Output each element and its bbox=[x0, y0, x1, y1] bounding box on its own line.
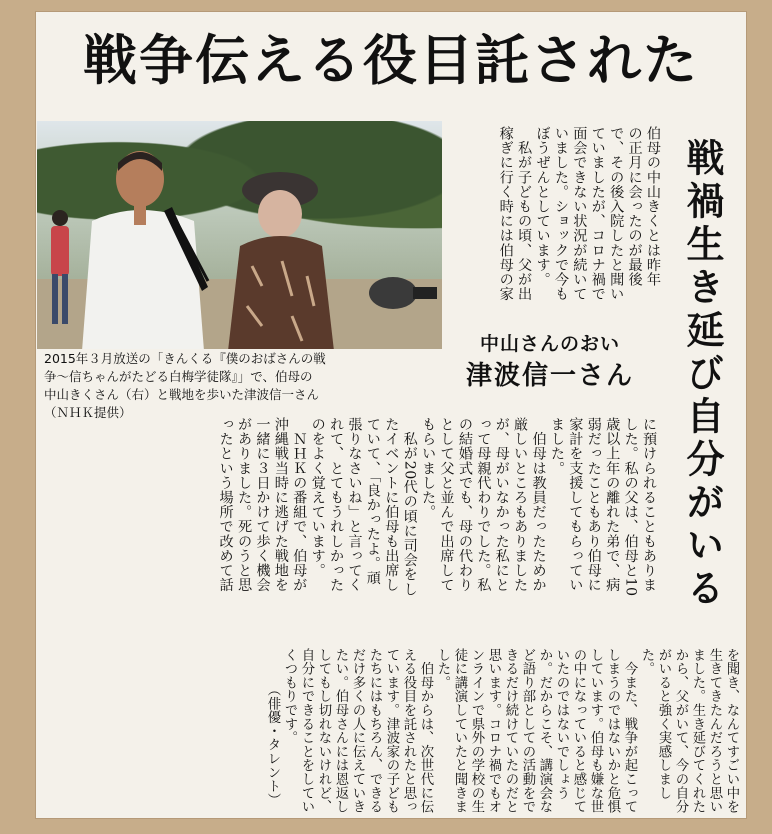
column-top-text: 伯母の中山きくとは昨年 の正月に会ったのが最後 で、その後入院したと聞い ていましたが、コロナ禍で 面会できない状況が続いて いました。ショックで今も ぼうぜんとしています。 私が子どもの頃、父が出 稼ぎに行く時には伯母の家 bbox=[497, 126, 661, 302]
byline-relation-text: 中山さんのおい bbox=[479, 333, 620, 355]
byline bbox=[444, 330, 656, 394]
column-middle-text: に預けられることもありま した。私の父は、伯母と10 歳以上年の離れた弟で、病 弱だったこともあり伯母に 家計を支援してもらってい ました。 伯母は教員だったためか 厳しいところもありました が、母がいなかった私にと って母親代わりでした。私 の結婚式でも、母の代わり として父と並んで出席して もらいました。 私が20代の頃に司会をし たイベントに伯母も出席し ていて、「良かったよ。頑 張りなさいね」と言ってく れて、とてもうれしかった のをよく覚えています。 ＮＨＫの番組で、伯母が 沖縄戦当時に逃げた戦地を 一緒に３日かけて歩く機会 がありました。死のうと思 ったという場所で改めて話 bbox=[217, 417, 657, 597]
woman-figure-icon bbox=[222, 166, 342, 349]
newspaper-clipping bbox=[36, 12, 746, 818]
man-figure-icon bbox=[82, 141, 212, 349]
article-photo bbox=[37, 121, 442, 349]
headline: 戦争伝える役目託された bbox=[83, 29, 699, 92]
caption-line: 中山きくさん（右）と戦地を歩いた津波信一さん bbox=[44, 387, 320, 402]
microphone-icon bbox=[367, 273, 437, 313]
photo-caption bbox=[44, 350, 440, 422]
caption-line: （ＮＨＫ提供） bbox=[44, 405, 132, 420]
byline-name: 津波信一さん bbox=[465, 361, 634, 391]
child-figure-icon bbox=[45, 206, 75, 326]
column-bottom-text: を聞き、なんてすごい中を 生きてきたんだろうと思い ました。生き延びてくれた から、父がいて、今の自分 がいると強く実感しまし た。 今また、戦争が起こって しまうのではないかと危惧 しています。伯母も嫌な世 の中になっていると感じて いたのではないでしょう か。だからこそ、講演会な ど語り部としての活動をで きるだけ続けていたのだと 思います。コロナ禍でもオ ンラインで県外の学校の生 徒に講演していたと聞きま した。 伯母からは、次世代に伝 える役目を託されたと思っ ています。津波家の子ども たちにはもちろん、できる だけ多くの人に伝えていき たい。伯母さんには恩返し してもし切れないけれど、 自分にできることをしてい くつもりです。 （俳優・タレント） bbox=[265, 648, 739, 814]
caption-line: 争～信ちゃんがたどる白梅学徒隊』」で、伯母の bbox=[44, 369, 313, 384]
caption-line: 2015年３月放送の「きんくる『僕のおばさんの戦 bbox=[44, 351, 326, 366]
subheadline: 戦禍生き延び自分がいる bbox=[680, 138, 724, 611]
